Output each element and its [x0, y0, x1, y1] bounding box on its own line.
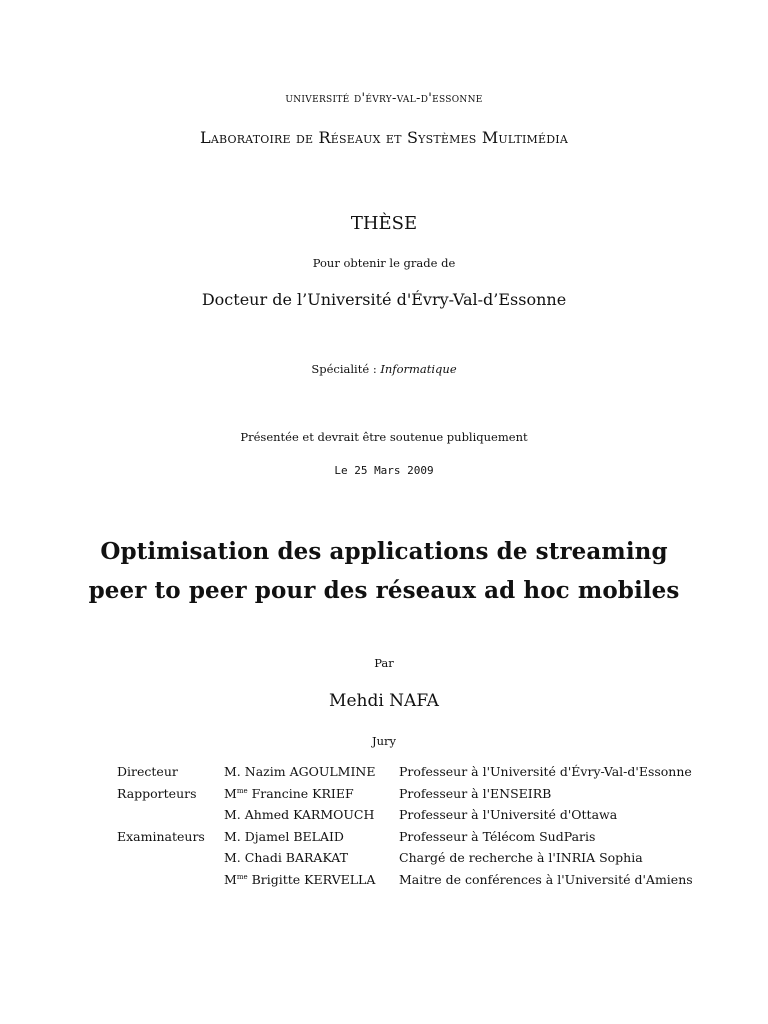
jury-member-title-suffix: me [236, 872, 248, 881]
thesis-title-line-2: peer to peer pour des réseaux ad hoc mobiles [88, 577, 680, 604]
jury-row [117, 786, 693, 808]
jury-member-title: M [224, 785, 237, 801]
degree-purpose: Pour obtenir le grade de [312, 256, 456, 270]
degree-name: Docteur de l’Université d'Évry-Val-d’Essonne [201, 290, 567, 309]
speciality [0, 362, 768, 376]
jury-member-name: Brigitte KERVELLA [251, 871, 376, 887]
jury-member-name: Nazim AGOULMINE [244, 764, 376, 779]
jury-member-name: Ahmed KARMOUCH [244, 807, 375, 823]
laboratory-name: Laboratoire de Réseaux et Systèmes Multimédia [200, 128, 568, 147]
jury-affiliation: Professeur à l'ENSEIRB [399, 785, 552, 801]
jury-row [117, 807, 693, 829]
thesis-title-line-1: Optimisation des applications de streaming [100, 538, 668, 565]
jury-row [117, 829, 693, 851]
university-name: université d'évry-val-d'essonne [285, 91, 483, 106]
jury-member [224, 807, 399, 829]
jury-role: Directeur [117, 764, 178, 779]
jury-row [117, 872, 693, 894]
jury-member-name: Francine KRIEF [251, 785, 354, 801]
jury-row [117, 764, 693, 786]
jury-member-title: M. [224, 764, 241, 779]
jury-member [224, 764, 399, 786]
jury-role [117, 807, 224, 829]
jury-role [117, 872, 224, 894]
jury-heading: Jury [371, 734, 396, 748]
jury-member [224, 786, 399, 808]
speciality-value: Informatique [380, 362, 457, 376]
jury-affiliation: Chargé de recherche à l'INRIA Sophia [399, 850, 643, 866]
jury-member [224, 872, 399, 894]
author-name: Mehdi NAFA [329, 691, 439, 711]
thesis-title [0, 532, 768, 610]
jury-role [117, 850, 224, 872]
jury-role: Rapporteurs [117, 785, 197, 801]
jury-role: Examinateurs [117, 828, 205, 844]
defense-date: Le 25 Mars 2009 [334, 464, 434, 477]
jury-row [117, 850, 693, 872]
jury-table [117, 764, 693, 894]
jury-member-title: M. [224, 850, 241, 866]
speciality-label: Spécialité : [311, 362, 377, 376]
jury-member [224, 829, 399, 851]
jury-affiliation: Professeur à Télécom SudParis [399, 828, 596, 844]
jury-member-title-suffix: me [236, 786, 248, 795]
jury-member-title: M [224, 871, 237, 887]
jury-member-title: M. [224, 828, 241, 844]
by-label: Par [374, 656, 394, 670]
jury-affiliation: Maitre de conférences à l'Université d'Amiens [399, 871, 693, 887]
thesis-heading: THÈSE [350, 213, 418, 234]
jury-member [224, 850, 399, 872]
jury-member-name: Djamel BELAID [244, 828, 344, 844]
presentation-note: Présentée et devrait être soutenue publiquement [240, 430, 528, 444]
jury-member-name: Chadi BARAKAT [244, 850, 348, 866]
jury-member-title: M. [224, 807, 241, 823]
jury-affiliation: Professeur à l'Université d'Ottawa [399, 807, 618, 823]
jury-affiliation: Professeur à l'Université d'Évry-Val-d'Essonne [399, 764, 692, 779]
